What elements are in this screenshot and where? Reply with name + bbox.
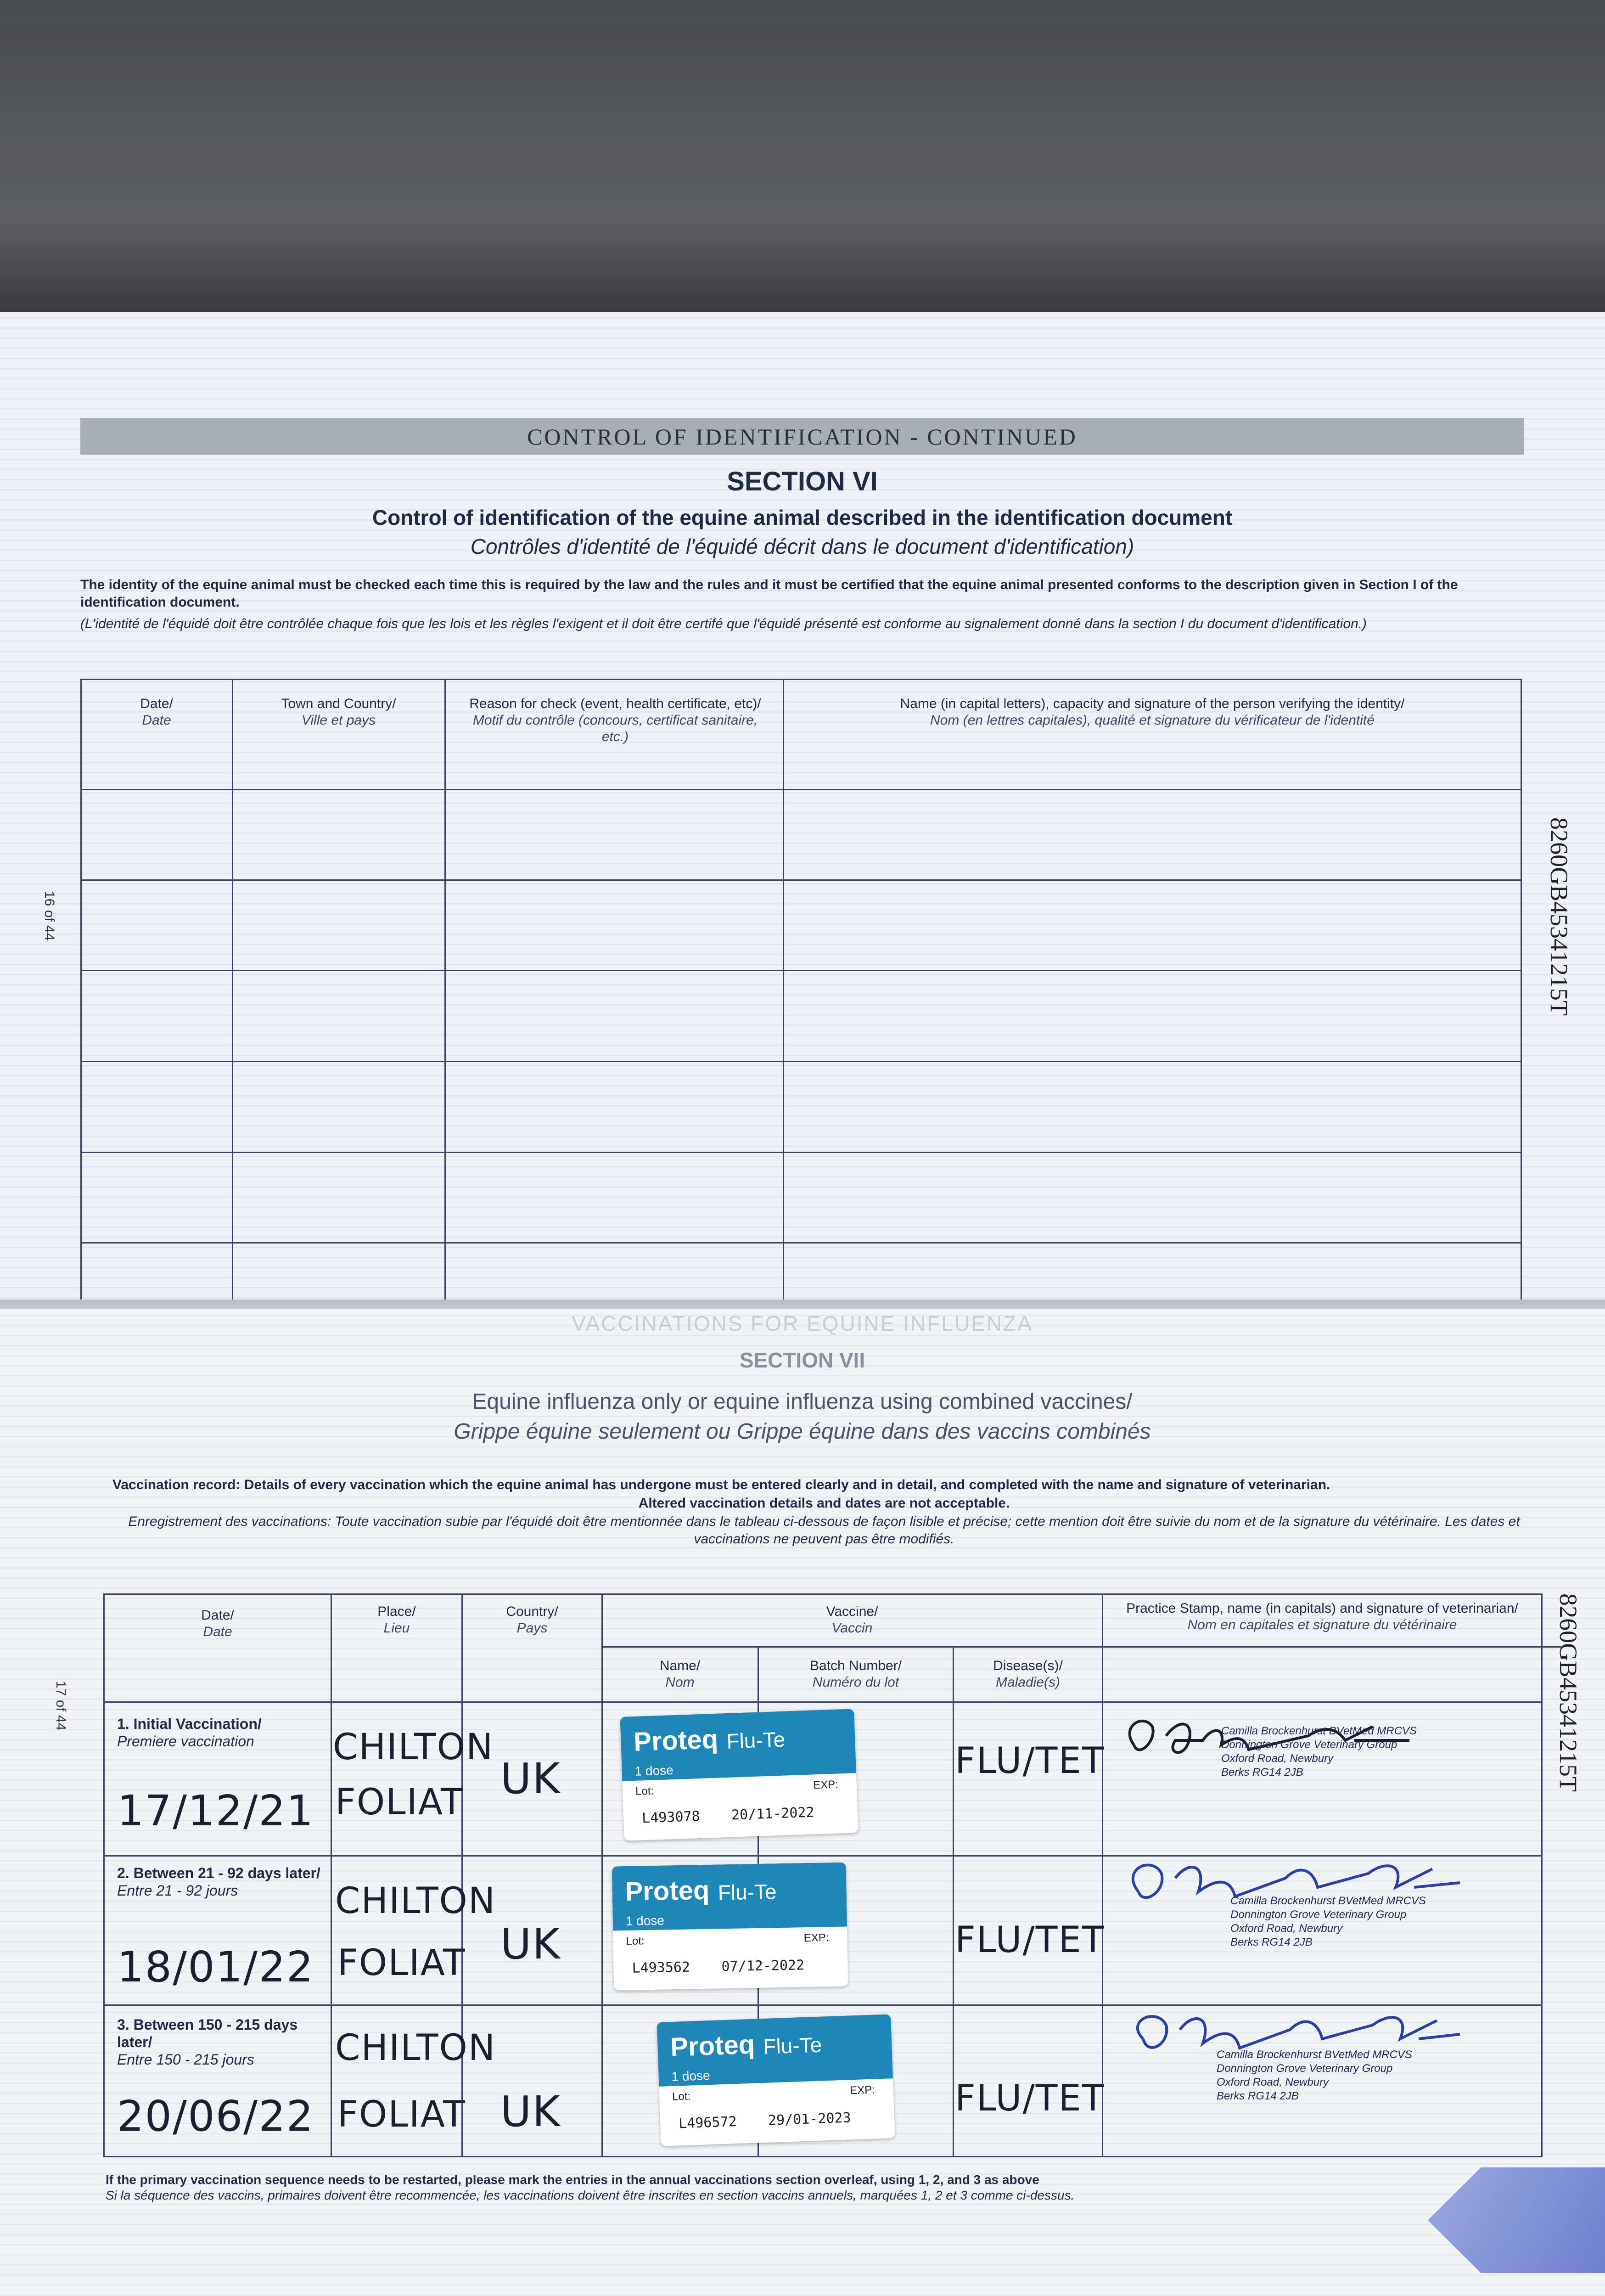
col-vaccine-name-en: Name/ (659, 1658, 701, 1673)
sticker-lot: L496572 (678, 2114, 737, 2132)
page-16 (0, 312, 1605, 1309)
col-reason-fr: Motif du contrôle (concours, certificat sanitaire, etc.) (472, 713, 758, 744)
page-number-16: 16 of 44 (42, 891, 57, 941)
col-date-en: Date/ (140, 696, 173, 711)
footer-note-en: If the primary vaccination sequence needs to be restarted, please mark the entries in the annual vaccinations section overleaf, using 1, 2, and 3 as above (106, 2172, 1039, 2187)
section-vii-heading: SECTION VII (739, 1348, 865, 1372)
sticker-brand: Proteq (625, 1875, 710, 1907)
col-vacc-date-fr: Date (203, 1624, 232, 1639)
section-vii-title-fr: Grippe équine seulement ou Grippe équine dans des vaccins combinés (454, 1419, 1151, 1444)
stamp-line-4: Berks RG14 2JB (1230, 1936, 1313, 1948)
vaccination-instructions-en-2: Altered vaccination details and dates are not acceptable. (638, 1496, 1010, 1511)
row2-label-fr: Entre 21 - 92 jours (117, 1882, 238, 1899)
row1-place-2: FOLIAT (335, 1782, 464, 1823)
row3-place-2: FOLIAT (337, 2094, 466, 2135)
sticker-product: Flu-Te (718, 1880, 777, 1905)
practice-stamp-3 (1217, 2048, 1412, 2103)
col-town-fr: Ville et pays (301, 713, 376, 728)
scanner-background (0, 0, 1605, 312)
col-vaccine-name (604, 1658, 756, 1691)
section-vi-heading: SECTION VI (727, 467, 878, 496)
col-place-en: Place/ (377, 1604, 416, 1619)
col-place-fr: Lieu (383, 1621, 410, 1636)
row3-place-1: CHILTON (335, 2027, 496, 2069)
col-veterinarian (1106, 1600, 1538, 1633)
sticker-lot-label: Lot: (635, 1784, 654, 1798)
row1-label-fr: Premiere vaccination (117, 1733, 254, 1750)
col-disease-fr: Maladie(s) (995, 1675, 1061, 1690)
col-disease-en: Disease(s)/ (993, 1658, 1063, 1673)
stamp-line-4: Berks RG14 2JB (1221, 1766, 1303, 1778)
vaccination-instructions-en: Vaccination record: Details of every vaccination which the equine animal has undergone must be entered clearly and in detail, and completed with the name and signature of veterinarian. (112, 1477, 1330, 1492)
stamp-line-3: Oxford Road, Newbury (1230, 1922, 1343, 1935)
sticker-band (657, 2014, 893, 2087)
col-batch-en: Batch Number/ (809, 1658, 902, 1673)
section-vi-instructions-fr: (L'identité de l'équidé doit être contrôlée chaque fois que les lois et les règles l'exigent et il doit être certifé que l'équidé présenté est conforme au signalement donné dans la section I du document d'identification.) (80, 616, 1367, 631)
section-vii-title-en: Equine influenza only or equine influenza using combined vaccines/ (472, 1390, 1133, 1414)
row2-place-2: FOLIAT (337, 1942, 466, 1984)
vaccination-instructions-fr: Enregistrement des vaccinations: Toute vaccination subie par l'équidé doit être mentionnée dans le tableau ci-dessous de façon lisible et précise; cette mention doit être suivie du nom et de la signature du vétérinaire. Les dates et vaccinations ne peuvent pas être modifiés. (128, 1514, 1520, 1547)
col-town-en: Town and Country/ (281, 696, 396, 711)
vaccine-label-sticker-1 (620, 1709, 858, 1841)
row1-country: UK (500, 1754, 561, 1803)
sticker-brand: Proteq (633, 1724, 719, 1757)
sticker-exp-label: EXP: (813, 1778, 839, 1792)
row2-country: UK (500, 1919, 561, 1969)
col-disease (955, 1658, 1101, 1691)
stamp-line-4: Berks RG14 2JB (1217, 2090, 1299, 2102)
col-country (464, 1604, 600, 1637)
faded-header: VACCINATIONS FOR EQUINE INFLUENZA (572, 1311, 1033, 1335)
band-title: CONTROL OF IDENTIFICATION - CONTINUED (527, 424, 1077, 450)
col-vet-en: Practice Stamp, name (in capitals) and signature of veterinarian/ (1126, 1601, 1518, 1616)
section-vi-instructions-en: The identity of the equine animal must be checked each time this is required by the law and the rules and it must be certified that the equine animal presented conforms to the description given in Section I of the identification document. (80, 577, 1458, 610)
col-country-fr: Pays (516, 1621, 548, 1636)
sticker-dose: 1 dose (625, 1913, 665, 1928)
restart-sequence-note (106, 2172, 1074, 2203)
row1-disease: FLU/TET (955, 1740, 1105, 1782)
stamp-line-2: Donnington Grove Veterinary Group (1217, 2062, 1393, 2075)
stamp-line-1: Camilla Brockenhurst BVetMed MRCVS (1221, 1725, 1417, 1737)
col-batch (760, 1658, 952, 1691)
col-date-fr: Date (142, 713, 171, 728)
col-reason (459, 696, 771, 745)
passport-number-lower: 8260GB45341215T (1554, 1593, 1582, 1792)
sticker-lot-label: Lot: (672, 2090, 691, 2103)
stamp-line-3: Oxford Road, Newbury (1217, 2076, 1329, 2088)
sticker-exp-label: EXP: (803, 1931, 829, 1945)
practice-stamp-2 (1230, 1894, 1426, 1949)
vaccine-label-sticker-2 (612, 1863, 848, 1991)
col-vaccine (604, 1604, 1100, 1637)
row2-disease: FLU/TET (955, 1919, 1105, 1961)
sticker-lot: L493078 (641, 1808, 701, 1827)
col-vacc-date (106, 1607, 330, 1640)
stamp-line-2: Donnington Grove Veterinary Group (1221, 1739, 1397, 1751)
passport-number-upper: 8260GB45341215T (1545, 817, 1573, 1016)
col-verifier (787, 696, 1517, 729)
section-vi-title-fr: Contrôles d'identité de l'équidé décrit dans le document d'identification) (470, 535, 1134, 558)
sticker-exp: 07/12-2022 (721, 1957, 805, 1975)
vaccination-row-1-label (117, 1715, 328, 1750)
row2-date: 18/01/22 (117, 1942, 314, 1992)
row2-place-1: CHILTON (335, 1880, 496, 1922)
sticker-lot-label: Lot: (626, 1935, 645, 1947)
col-vaccine-fr: Vaccin (831, 1621, 873, 1636)
col-vet-fr: Nom en capitales et signature du vétérinaire (1187, 1617, 1457, 1632)
stamp-line-2: Donnington Grove Veterinary Group (1230, 1908, 1407, 1921)
vaccination-row-2-label (117, 1864, 328, 1899)
col-vaccine-name-fr: Nom (665, 1675, 695, 1690)
sticker-exp: 20/11-2022 (731, 1804, 815, 1823)
sticker-band (612, 1863, 847, 1931)
row1-place-1: CHILTON (333, 1727, 494, 1768)
sticker-band (620, 1709, 856, 1781)
col-verifier-fr: Nom (en lettres capitales), qualité et signature du vérificateur de l'identité (930, 713, 1375, 728)
row1-date: 17/12/21 (117, 1786, 314, 1835)
col-verifier-en: Name (in capital letters), capacity and signature of the person verifying the identity/ (900, 696, 1405, 711)
sticker-dose: 1 dose (671, 2068, 711, 2084)
footer-note-fr: Si la séquence des vaccins, primaires doivent être recommencée, les vaccinations doivent être inscrites en section vaccins annuels, marquées 1, 2 et 3 comme ci-dessus. (106, 2188, 1075, 2202)
vaccination-row-3-label (117, 2016, 328, 2068)
col-vacc-date-en: Date/ (201, 1608, 234, 1623)
sticker-brand: Proteq (670, 2029, 756, 2062)
col-town-country (234, 696, 443, 729)
practice-stamp-1 (1221, 1724, 1417, 1779)
row3-date: 20/06/22 (117, 2092, 314, 2141)
col-reason-en: Reason for check (event, health certificate, etc)/ (469, 696, 761, 711)
sticker-lot: L493562 (632, 1959, 690, 1976)
stamp-line-1: Camilla Brockenhurst BVetMed MRCVS (1230, 1895, 1426, 1907)
vaccine-label-sticker-3 (657, 2014, 895, 2146)
row3-country: UK (500, 2087, 561, 2136)
stamp-line-1: Camilla Brockenhurst BVetMed MRCVS (1217, 2048, 1412, 2061)
stamp-line-3: Oxford Road, Newbury (1221, 1752, 1334, 1765)
sticker-product: Flu-Te (763, 2032, 823, 2059)
col-vaccine-en: Vaccine/ (826, 1604, 878, 1619)
sticker-product: Flu-Te (726, 1727, 786, 1753)
col-batch-fr: Numéro du lot (812, 1675, 899, 1690)
row3-label-en: 3. Between 150 - 215 days later/ (117, 2016, 298, 2050)
sticker-dose: 1 dose (634, 1763, 674, 1778)
page-number-17: 17 of 44 (53, 1681, 68, 1731)
row1-label-en: 1. Initial Vaccination/ (117, 1716, 262, 1732)
col-date (83, 696, 230, 729)
col-place (333, 1604, 460, 1637)
row3-label-fr: Entre 150 - 215 jours (117, 2051, 254, 2068)
sticker-exp-label: EXP: (849, 2083, 875, 2097)
col-country-en: Country/ (506, 1604, 558, 1619)
row2-label-en: 2. Between 21 - 92 days later/ (117, 1865, 320, 1881)
sticker-exp: 29/01-2023 (768, 2110, 852, 2129)
section-vi-title-en: Control of identification of the equine animal described in the identification document (372, 506, 1233, 529)
row3-disease: FLU/TET (955, 2078, 1105, 2119)
